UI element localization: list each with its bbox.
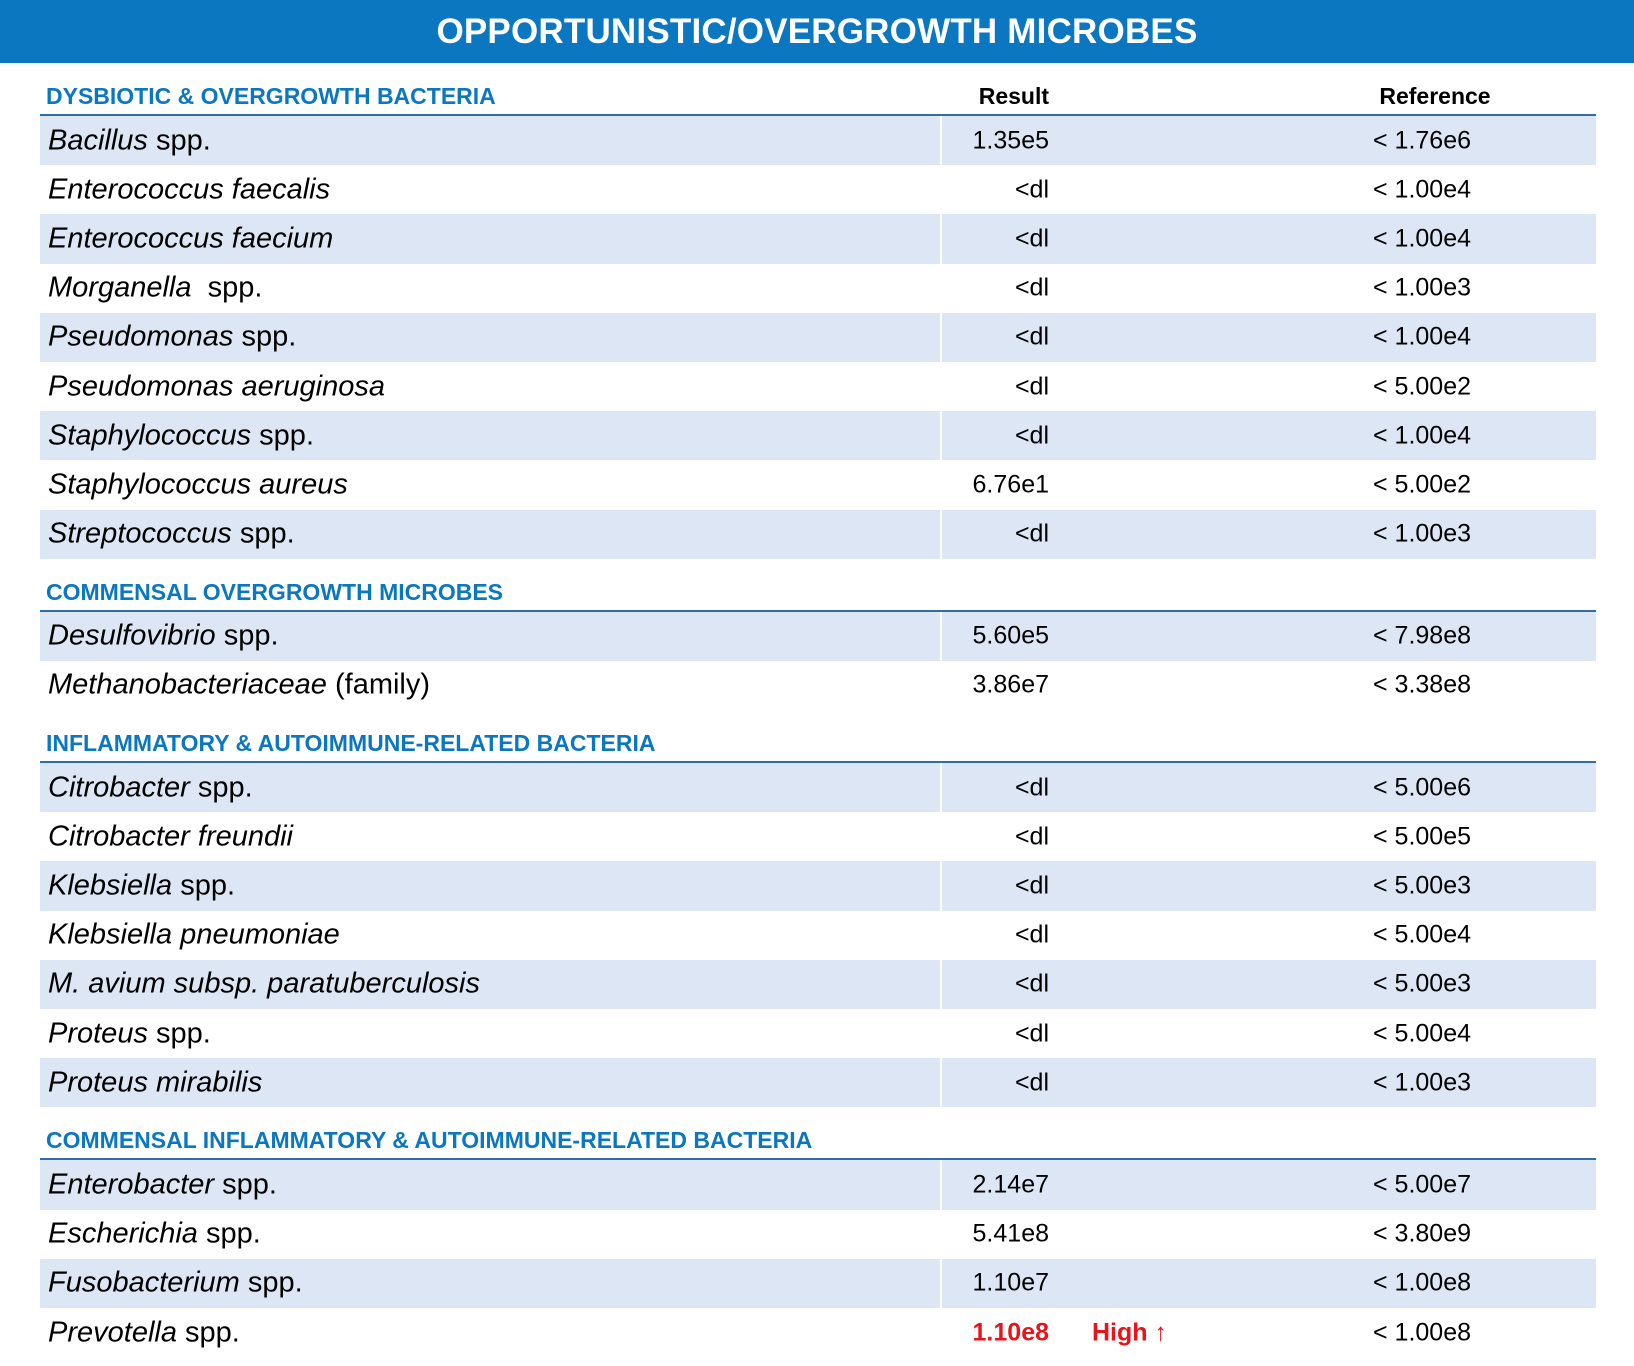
result-value: <dl [1014,273,1049,302]
organism-genus: Desulfovibrio [48,619,216,652]
organism-name [48,272,262,305]
column-divider [940,116,942,165]
table-row [40,1009,1596,1058]
organism-genus: Escherichia [48,1217,198,1250]
section-title: COMMENSAL INFLAMMATORY & AUTOIMMUNE-RELATED BACTERIA [46,1127,813,1154]
table-row [40,362,1596,411]
reference-value: < 1.00e3 [1373,1068,1472,1097]
table-row [40,116,1596,165]
reference-value: < 1.76e6 [1373,126,1472,155]
result-value: <dl [1014,871,1049,900]
reference-value: < 1.00e3 [1373,519,1472,548]
section-header [40,63,1596,116]
column-divider [940,612,942,661]
organism-genus: Enterococcus faecium [48,222,334,255]
table-row [40,1210,1596,1259]
table-row [40,510,1596,559]
result-value: <dl [1014,1019,1049,1048]
organism-name [48,1316,240,1349]
reference-value: < 1.00e3 [1373,273,1472,302]
column-divider [940,960,942,1009]
section-header [40,1107,1596,1160]
organism-qualifier: spp. [191,271,263,304]
organism-qualifier: (family) [326,668,431,701]
column-divider [940,861,942,910]
organism-name [48,919,340,952]
column-divider [940,411,942,460]
table-row [40,960,1596,1009]
organism-genus: Bacillus [48,124,148,157]
organism-qualifier: spp. [231,517,295,550]
reference-value: < 1.00e8 [1373,1318,1472,1347]
table-row [40,1308,1596,1357]
result-value: 5.60e5 [972,621,1049,650]
result-value: <dl [1014,969,1049,998]
result-value: <dl [1014,421,1049,450]
organism-name [48,1267,303,1300]
section-header [40,710,1596,763]
organism-qualifier: spp. [176,1316,240,1349]
section-header [40,559,1596,612]
table-row [40,1058,1596,1107]
organism-name [48,968,480,1001]
organism-qualifier: spp. [189,771,253,804]
organism-qualifier: spp. [215,619,279,652]
result-value: <dl [1014,920,1049,949]
reference-value: < 1.00e8 [1373,1268,1472,1297]
organism-genus: Klebsiella [48,869,173,902]
table-row [40,861,1596,910]
result-value: <dl [1014,175,1049,204]
organism-name [48,518,295,551]
organism-qualifier: spp. [239,1266,303,1299]
organism-genus: Proteus [48,1017,148,1050]
result-value: <dl [1014,372,1049,401]
result-value: 6.76e1 [972,470,1049,499]
reference-value: < 5.00e3 [1373,871,1472,900]
high-flag: High ↑ [1092,1318,1167,1347]
table-row [40,763,1596,812]
organism-genus: Proteus mirabilis [48,1066,263,1099]
result-value: 2.14e7 [972,1170,1049,1199]
reference-value: < 1.00e4 [1373,421,1472,450]
organism-genus: Pseudomonas [48,320,234,353]
result-value: 1.35e5 [972,126,1049,155]
organism-qualifier: spp. [251,419,314,452]
section-title: COMMENSAL OVERGROWTH MICROBES [46,578,504,605]
organism-qualifier: spp. [197,1217,261,1250]
organism-name [48,468,348,501]
reference-value: < 1.00e4 [1373,322,1472,351]
organism-name [48,771,253,804]
organism-qualifier: spp. [147,1017,211,1050]
table-row [40,165,1596,214]
table-row [40,661,1596,710]
organism-genus: Fusobacterium [48,1266,240,1299]
column-divider [940,763,942,812]
reference-value: < 1.00e4 [1373,175,1472,204]
organism-name [48,370,385,403]
table-row [40,313,1596,362]
table-row [40,460,1596,509]
reference-value: < 3.80e9 [1373,1219,1472,1248]
result-value: <dl [1014,1068,1049,1097]
organism-name [48,321,296,354]
reference-value: < 5.00e5 [1373,822,1472,851]
organism-genus: Enterobacter [48,1168,215,1201]
organism-name [48,669,430,702]
organism-name [48,1066,262,1099]
organism-genus: Klebsiella pneumoniae [48,918,340,951]
table-row [40,1160,1596,1209]
report-banner [0,0,1634,63]
organism-genus: Streptococcus [48,517,232,550]
result-value: 1.10e7 [972,1268,1049,1297]
organism-name [48,173,330,206]
organism-name [48,620,279,653]
reference-value: < 3.38e8 [1373,670,1472,699]
reference-value: < 5.00e6 [1373,773,1472,802]
section-title: INFLAMMATORY & AUTOIMMUNE-RELATED BACTERIA [46,730,656,757]
organism-name [48,1017,211,1050]
column-divider [940,214,942,263]
reference-value: < 5.00e7 [1373,1170,1472,1199]
result-value: <dl [1014,519,1049,548]
organism-qualifier: spp. [172,869,236,902]
reference-value: < 5.00e4 [1373,1019,1472,1048]
organism-genus: Enterococcus faecalis [48,173,331,206]
table-row [40,411,1596,460]
reference-value: < 5.00e2 [1373,372,1472,401]
organism-name [48,124,211,157]
result-value: 5.41e8 [972,1219,1049,1248]
organism-name [48,419,314,452]
reference-value: < 5.00e3 [1373,969,1472,998]
column-divider [940,1160,942,1209]
result-value: 3.86e7 [972,670,1049,699]
reference-column-header: Reference [1379,83,1491,109]
result-column-header: Result [978,83,1049,109]
table-row [40,1259,1596,1308]
organism-qualifier: spp. [214,1168,277,1201]
table-row [40,911,1596,960]
organism-genus: M. avium subsp. paratuberculosis [48,967,480,1000]
section-title: DYSBIOTIC & OVERGROWTH BACTERIA [46,83,496,109]
reference-value: < 7.98e8 [1373,621,1472,650]
result-value: 1.10e8 [972,1318,1049,1347]
reference-value: < 5.00e4 [1373,920,1472,949]
organism-genus: Staphylococcus [48,419,252,452]
organism-name [48,1168,277,1201]
reference-value: < 1.00e4 [1373,224,1472,253]
organism-genus: Prevotella [48,1316,177,1349]
report-title: OPPORTUNISTIC/OVERGROWTH MICROBES [436,11,1198,51]
table-row [40,612,1596,661]
organism-genus: Staphylococcus aureus [48,468,348,501]
table-row [40,264,1596,313]
organism-genus: Citrobacter [48,771,190,804]
organism-genus: Citrobacter freundii [48,820,293,853]
column-divider [940,313,942,362]
organism-name [48,1218,261,1251]
column-divider [940,510,942,559]
organism-qualifier: spp. [147,124,211,157]
column-divider [940,1259,942,1308]
table-row [40,214,1596,263]
organism-name [48,870,235,903]
result-value: <dl [1014,773,1049,802]
result-value: <dl [1014,822,1049,851]
organism-name [48,820,293,853]
organism-genus: Pseudomonas aeruginosa [48,370,385,403]
organism-genus: Morganella [48,271,192,304]
result-value: <dl [1014,322,1049,351]
organism-name [48,222,333,255]
column-divider [940,1058,942,1107]
reference-value: < 5.00e2 [1373,470,1472,499]
organism-genus: Methanobacteriaceae [48,668,327,701]
results-table [40,63,1596,1357]
table-row [40,812,1596,861]
result-value: <dl [1014,224,1049,253]
organism-qualifier: spp. [233,320,297,353]
